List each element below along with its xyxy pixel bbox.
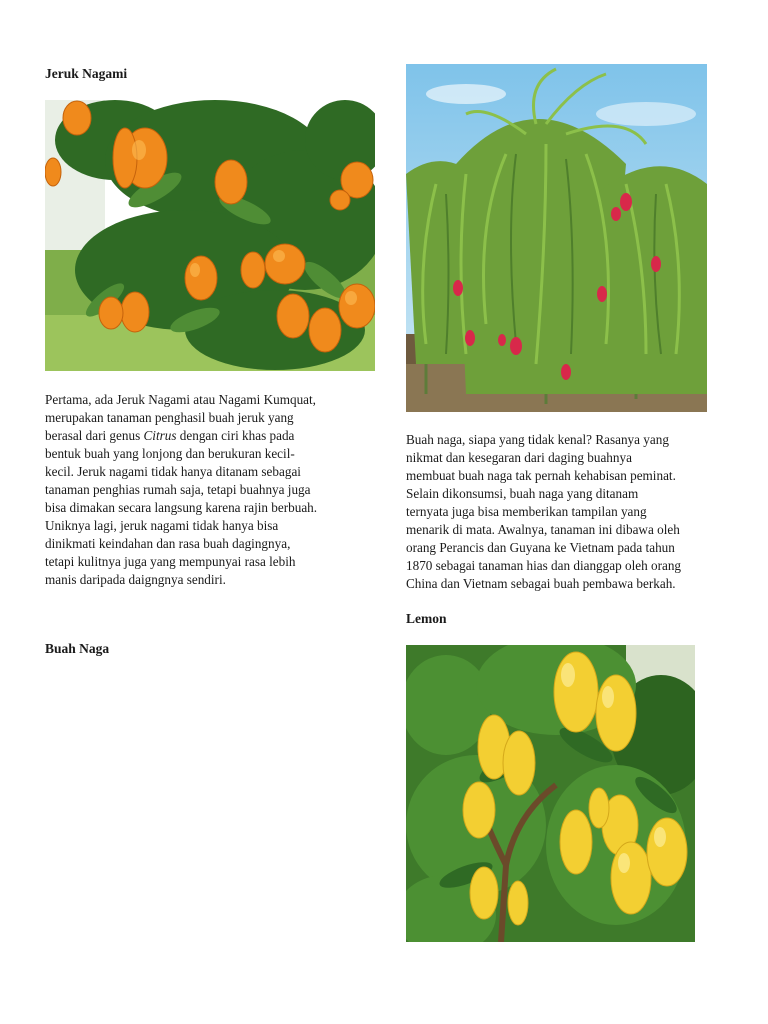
line: nikmat dan kesegaran dari daging buahnya <box>406 450 632 465</box>
heading-lemon: Lemon <box>406 611 447 626</box>
line: tanaman penghias rumah saja, tetapi buahnya juga <box>45 482 311 497</box>
dragon-fruit-plantation-photo <box>406 64 707 412</box>
line: orang Perancis dan Guyana ke Vietnam pada tahun <box>406 540 675 555</box>
line: Pertama, ada Jeruk Nagami atau Nagami Kumquat, <box>45 392 316 407</box>
line: 1870 sebagai tanaman hias dan dianggap oleh orang <box>406 558 682 573</box>
line-segment: berasal dari genus <box>45 428 144 443</box>
line: bisa dimakan secara langsung karena rajin berbuah. <box>45 500 318 515</box>
line: dinikmati keindahan dan rasa buah dagingnya, <box>45 536 291 551</box>
line: Selain dikonsumsi, buah naga yang ditanam <box>406 486 639 501</box>
line: membuat buah naga tak pernah kehabisan peminat. <box>406 468 676 483</box>
line <box>45 427 375 445</box>
heading-buah-naga: Buah Naga <box>45 641 110 656</box>
line: kecil. Jeruk nagami tidak hanya ditanam sebagai <box>45 464 301 479</box>
line: merupakan tanaman penghasil buah jeruk yang <box>45 410 294 425</box>
line: Uniknya lagi, jeruk nagami tidak hanya bisa <box>45 518 279 533</box>
line: bentuk buah yang lonjong dan berukuran kecil- <box>45 446 295 461</box>
paragraph-buah-naga <box>406 431 746 593</box>
line: Buah naga, siapa yang tidak kenal? Rasanya yang <box>406 432 669 447</box>
line: ternyata juga bisa memberikan tampilan yang <box>406 504 647 519</box>
kumquat-tree-photo <box>45 100 375 371</box>
paragraph-jeruk-nagami <box>45 391 375 589</box>
line: tetapi kulitnya juga yang mempunyai rasa lebih <box>45 554 296 569</box>
lemon-tree-photo <box>406 645 695 942</box>
line: menarik di mata. Awalnya, tanaman ini dibawa oleh <box>406 522 680 537</box>
line: China dan Vietnam sebagai buah pembawa berkah. <box>406 576 676 591</box>
line-segment: dengan ciri khas pada <box>176 428 295 443</box>
heading-jeruk-nagami: Jeruk Nagami <box>45 66 128 81</box>
line: manis daripada daigngnya sendiri. <box>45 572 226 587</box>
italic-genus-name: Citrus <box>143 428 177 443</box>
